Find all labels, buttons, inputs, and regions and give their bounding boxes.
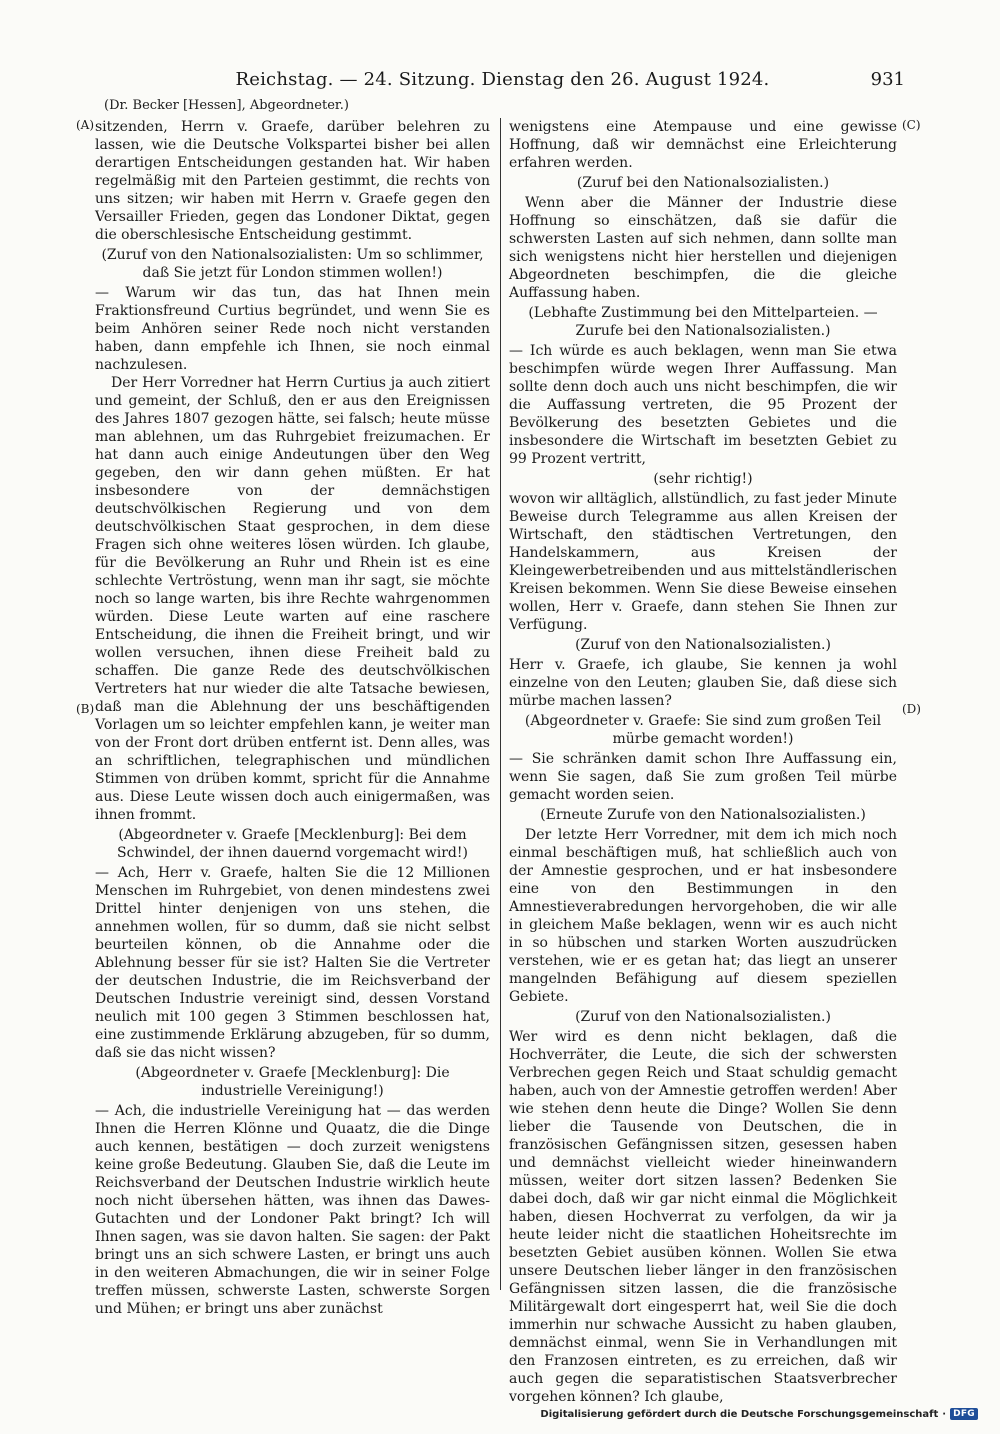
- footer-text: Digitalisierung gefördert durch die Deutsche Forschungsgemeinschaft: [540, 1408, 939, 1420]
- speaker-line: (Dr. Becker [Hessen], Abgeordneter.): [104, 98, 349, 113]
- right-column: [509, 118, 897, 1406]
- interjection: (Zuruf von den Nationalsozialisten: Um so schlimmer, daß Sie jetzt für London stimmen wollen!): [101, 247, 484, 281]
- paragraph: Wenn aber die Männer der Industrie diese Hoffnung so einschätzen, daß sie dafür die schwersten Lasten auf sich nehmen, dann sollte man sich wenigstens nicht hier herstellen und diejenigen Abgeordneten beschimpfen, die die gleiche Auffassung haben.: [509, 195, 897, 301]
- paragraph: — Ich würde es auch beklagen, wenn man Sie etwa beschimpfen würde wegen Ihrer Auffassung. Man sollte denn doch auch uns nicht beschimpfen, die wir die Auffassung vertreten, die 95 Prozent der Bevölkerung des besetzten Gebietes und die insbesondere die Wirtschaft im besetzten Gebiet zu 99 Prozent vertritt,: [509, 343, 897, 467]
- interjection: (Zuruf bei den Nationalsozialisten.): [576, 175, 830, 191]
- paragraph: wovon wir alltäglich, allstündlich, zu fast jeder Minute Beweise durch Telegramme aus allen Kreisen der Wirtschaft, den städtischen Vertretungen, den Handelskammern, aus Kreisen der Kleingewerbetreibenden und aus mittelständlerischen Kreisen bekommen. Wenn Sie diese Beweise einsehen wollen, Herr v. Graefe, dann stehen Sie Ihnen zur Verfügung.: [509, 491, 897, 633]
- paragraph: — Warum wir das tun, das hat Ihnen mein Fraktionsfreund Curtius begründet, und wenn Sie es beim Anhören seiner Rede noch nicht verstanden haben, dann empfehle ich Ihnen, sie noch einmal nachzulesen.: [95, 285, 490, 373]
- interjection: (Zuruf von den Nationalsozialisten.): [575, 1009, 831, 1025]
- paragraph: — Ach, Herr v. Graefe, halten Sie die 12 Millionen Menschen im Ruhrgebiet, von denen mindestens zwei Drittel hinter denjenigen von uns stehen, die annehmen wollen, für so dumm, daß sie nicht selbst beurteilen können, ob die Annahme oder die Ablehnung besser für sie ist? Halten Sie die Vertreter der deutschen Industrie, die im Reichsverband der Deutschen Industrie vereinigt sind, dessen Vorstand neulich mit 100 gegen 3 Stimmen beschlossen hat, eine zustimmende Erklärung abzugeben, für so dumm, daß sie das nicht wissen?: [95, 865, 490, 1061]
- paragraph: — Ach, die industrielle Vereinigung hat — das werden Ihnen die Herren Klönne und Quaatz, die die Dinge auch kennen, bestätigen — doch zurzeit wenigstens keine große Bedeutung. Glauben Sie, daß die Leute im Reichsverband der Deutschen Industrie wirklich heute noch nicht übersehen hätten, was ihnen das Dawes-Gutachten und der Londoner Pakt bringt? Ich will Ihnen sagen, was sie davon halten. Sie sagen: der Pakt bringt uns an sich schwere Lasten, er bringt uns auch in den weiteren Abmachungen, die wir in seiner Folge treffen müssen, schwerste Lasten, schwerste Sorgen und Mühen; er bringt uns aber zunächst: [95, 1103, 490, 1317]
- paragraph: Der letzte Herr Vorredner, mit dem ich mich noch einmal beschäftigen muß, hat schließlich auch von der Amnestie gesprochen, und er hat insbesondere eine von den Bestimmungen in den Amnestieverabredungen hervorgehoben, die wir alle in gleichem Maße beklagen, wenn wir es auch nicht in so hübschen und starken Worten auszudrücken verstehen, wie er es getan hat; das liegt an unserer mangelnden Befähigung auf diesem speziellen Gebiete.: [509, 827, 897, 1005]
- margin-marker-a: (A): [76, 118, 95, 132]
- margin-marker-c: (C): [902, 118, 921, 132]
- interjection: (Abgeordneter v. Graefe [Mecklenburg]: Bei dem Schwindel, der ihnen dauernd vorgemacht wird!): [117, 827, 468, 861]
- interjection: (Erneute Zurufe von den Nationalsozialisten.): [540, 807, 866, 823]
- column-divider: [500, 118, 501, 1290]
- margin-marker-b: (B): [76, 702, 95, 716]
- page-number: 931: [870, 69, 905, 90]
- margin-marker-d: (D): [902, 702, 921, 716]
- interjection: (Zuruf von den Nationalsozialisten.): [575, 637, 831, 653]
- paragraph: Herr v. Graefe, ich glaube, Sie kennen ja wohl einzelne von den Leuten; glauben Sie, daß diese sich mürbe machen lassen?: [509, 657, 897, 709]
- interjection: (Abgeordneter v. Graefe [Mecklenburg]: Die industrielle Vereinigung!): [135, 1065, 450, 1099]
- paragraph: sitzenden, Herrn v. Graefe, darüber belehren zu lassen, wie die Deutsche Volkspartei bisher bei allen derartigen Entscheidungen gestanden hat. Wir haben regelmäßig mit den Parteien gestimmt, die rechts von uns sitzen; wir haben mit Herrn v. Graefe gegen den Versailler Frieden, gegen das Londoner Diktat, gegen die oberschlesische Entscheidung gestimmt.: [95, 119, 490, 243]
- paragraph: Der Herr Vorredner hat Herrn Curtius ja auch zitiert und gemeint, der Schluß, den er aus den Ereignissen des Jahres 1807 gezogen hätte, sei falsch; heute müsse man ablehnen, um das Ruhrgebiet freizumachen. Er hat dann auch einige Andeutungen über den Weg gegeben, den wir dann gehen müßten. Er hat insbesondere von der demnächstigen deutschvölkischen Regierung und von dem deutschvölkischen Staat gesprochen, in dem diese Fragen sich ohne weiteres lösen würden. Ich glaube, für die Bevölkerung an Ruhr und Rhein ist es eine schlechte Vertröstung, wenn man ihr sagt, sie möchte noch so lange warten, bis ihre Rechte wahrgenommen würden. Diese Leute warten auf eine raschere Entscheidung, die ihnen die Freiheit bringt, und wir wollen versuchen, ihnen diese Freiheit bald zu schaffen. Die ganze Rede des deutschvölkischen Vertreters hat nur wieder die alte Tatsache bewiesen, daß man die Ablehnung der uns beschäftigenden Vorlagen um so leichter empfehlen kann, je weiter man von der Front dort drüben entfernt ist. Denn alles, was an schriftlichen, telegraphischen und mündlichen Stimmen von drüben kommt, spricht für die Annahme aus. Diese Leute wissen doch auch einigermaßen, was ihnen frommt.: [95, 375, 490, 823]
- paragraph: — Sie schränken damit schon Ihre Auffassung ein, wenn Sie sagen, daß Sie zum großen Teil mürbe gemacht worden seien.: [509, 751, 897, 803]
- paragraph: Wer wird es denn nicht beklagen, daß die Hochverräter, die Leute, die sich der schwersten Verbrechen gegen Reich und Staat schuldig gemacht haben, auch von der Amnestie getroffen werden! Aber wie stehen denn heute die Dinge? Wollen Sie denn lieber die Tausende von Deutschen, die in französischen Gefängnissen sitzen, gesessen haben und demnächst vielleicht wieder hineinwandern müssen, weiter dort sitzen lassen? Bedenken Sie dabei doch, daß wir gar nicht einmal die Möglichkeit haben, diesen Hochverrat zu verfolgen, da wir ja heute leider nicht die staatlichen Hoheitsrechte im besetzten Gebiet ausüben können. Wollen Sie etwa unsere Deutschen lieber länger in den französischen Gefängnissen sitzen lassen, die die französische Militärgewalt dort eingesperrt hat, weil Sie die doch immerhin nur schwache Aussicht zu haben glauben, demnächst einmal, wenn Sie in Verhandlungen mit den Franzosen eintreten, es zu erreichen, daß wir auch gegen die separatistischen Staatsverbrecher vorgehen können? Ich glaube,: [509, 1029, 897, 1405]
- interjection: (Abgeordneter v. Graefe: Sie sind zum großen Teil mürbe gemacht worden!): [524, 713, 882, 747]
- digitization-footer: [540, 1408, 978, 1420]
- interjection: (sehr richtig!): [653, 471, 753, 487]
- left-column: [95, 118, 490, 1318]
- page-header: [100, 69, 905, 99]
- interjection: (Lebhafte Zustimmung bei den Mittelparteien. — Zurufe bei den Nationalsozialisten.): [528, 305, 878, 339]
- paragraph: wenigstens eine Atempause und eine gewisse Hoffnung, daß wir demnächst eine Erleichterung erfahren werden.: [509, 119, 897, 171]
- footer-separator: ·: [942, 1408, 947, 1420]
- dfg-logo: DFG: [950, 1408, 978, 1420]
- header-title: Reichstag. — 24. Sitzung. Dienstag den 26. August 1924.: [235, 69, 770, 90]
